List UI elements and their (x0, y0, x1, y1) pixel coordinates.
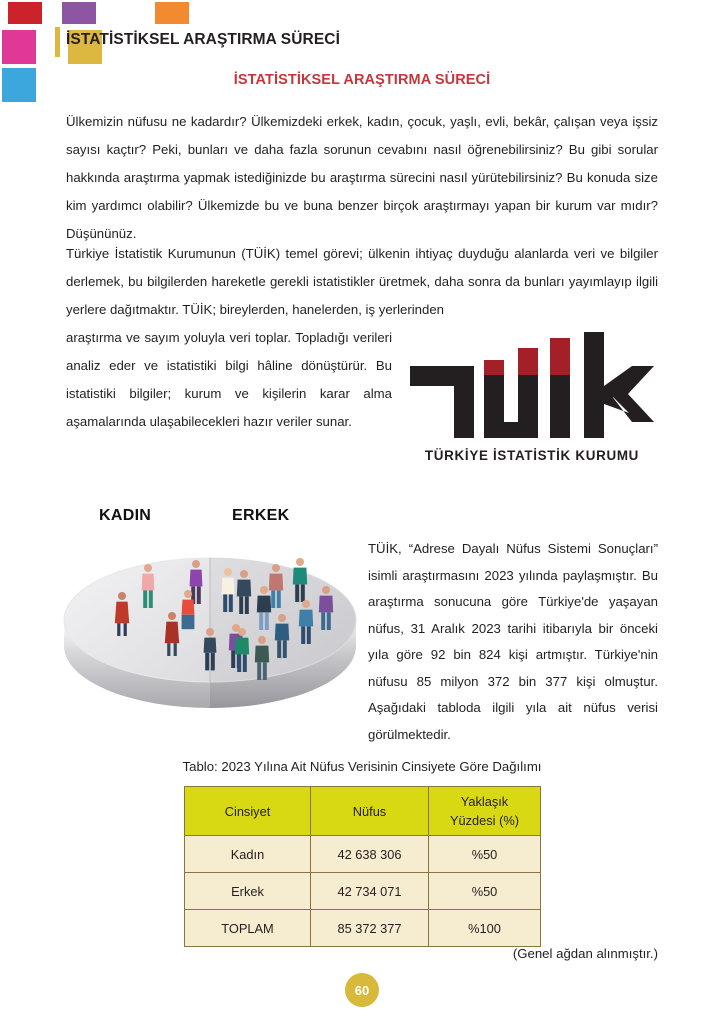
header-accent-bar (55, 27, 60, 57)
section-heading: İSTATİSTİKSEL ARAŞTIRMA SÜRECİ (233, 72, 491, 88)
cell-yuzde: %50 (429, 873, 541, 910)
population-table (184, 786, 541, 947)
table-row (185, 873, 541, 910)
table-row (185, 836, 541, 873)
page-number: 60 (345, 973, 379, 1007)
cell-nufus: 42 638 306 (311, 836, 429, 873)
paragraph-intro: Ülkemizin nüfusu ne kadardır? Ülkemizdeki erkek, kadın, çocuk, yaşlı, evli, bekâr, çalışan veya işsiz sayısı kaçtır? Peki, bunları ve daha fazla sorunun cevabını nasıl öğrenebilirsiniz? Bu gibi sorular hakkında araştırma yapmak istediğinizde bu araştırma sürecini nasıl yürütebilirsiniz? Bu konuda size kim yardımcı olabilir? Ülkemizde bu ve buna benzer birçok araştırmayı yapan bir kurum var mıdır? Düşününüz. (66, 114, 658, 241)
cell-cinsiyet: Erkek (185, 873, 311, 910)
population-disc-figure (60, 528, 360, 728)
tuik-logo (406, 330, 658, 478)
decor-square-pink (2, 30, 36, 64)
figure-label-erkek: ERKEK (232, 507, 290, 524)
running-header-title: İSTATİSTİKSEL ARAŞTIRMA SÜRECİ (66, 31, 340, 48)
cell-nufus: 85 372 377 (311, 910, 429, 947)
table-source-note: (Genel ağdan alınmıştır.) (512, 946, 658, 961)
paragraph-population-stats: TÜİK, “Adrese Dayalı Nüfus Sistemi Sonuçları” isimli araştırmasını 2023 yılında paylaşmıştır. Bu araştırma sonucuna göre Türkiye'de yaşayan nüfus, 31 Aralık 2023 tarihi itibarıyla bir önceki yıla göre 92 bin 824 kişi artmıştır. Türkiye'nin nüfusu 85 milyon 372 bin 377 kişi olmuştur. Aşağıdaki tabloda ilgili yıla ait nüfus verisi görülmektedir. (368, 541, 658, 742)
table-header-yuzde (429, 787, 541, 836)
cell-yuzde: %100 (429, 910, 541, 947)
paragraph-tuik-role-cont: araştırma ve sayım yoluyla veri toplar. Topladığı verileri analiz eder ve istatistiki bilgi hâline dönüştürür. Bu istatistiki bilgiler; kurum ve kişilerin karar alma aşamalarında ulaşabilecekleri hazır veriler sunar. (66, 330, 392, 429)
figure-label-kadin: KADIN (99, 507, 152, 524)
table-header-nufus: Nüfus (311, 787, 429, 836)
table-header-yuzde-line2: Yüzdesi (%) (450, 813, 519, 828)
tuik-logo-mark (406, 330, 658, 448)
cell-cinsiyet: TOPLAM (185, 910, 311, 947)
table-header-row (185, 787, 541, 836)
cell-nufus: 42 734 071 (311, 873, 429, 910)
table-header-cinsiyet: Cinsiyet (185, 787, 311, 836)
table-caption: Tablo: 2023 Yılına Ait Nüfus Verisinin Cinsiyete Göre Dağılımı (182, 759, 542, 774)
decor-square-red (8, 2, 42, 24)
paragraph-tuik-role: Türkiye İstatistik Kurumunun (TÜİK) temel görevi; ülkenin ihtiyaç duyduğu alanlarda veri ve bilgiler derlemek, bu bilgilerden hareketle gerekli istatistikler üretmek, daha sonra da bunları yayımlayıp ilgili yerlere dağıtmaktır. TÜİK; bireylerden, hanelerden, iş yerlerinden (66, 246, 658, 317)
cell-yuzde: %50 (429, 836, 541, 873)
decor-square-purple (62, 2, 96, 24)
decor-square-orange (155, 2, 189, 24)
disc-illustration (60, 528, 360, 728)
table-header-yuzde-line1: Yaklaşık (460, 794, 509, 809)
tuik-logo-caption: TÜRKİYE İSTATİSTİK KURUMU (424, 448, 640, 463)
table-row (185, 910, 541, 947)
cell-cinsiyet: Kadın (185, 836, 311, 873)
